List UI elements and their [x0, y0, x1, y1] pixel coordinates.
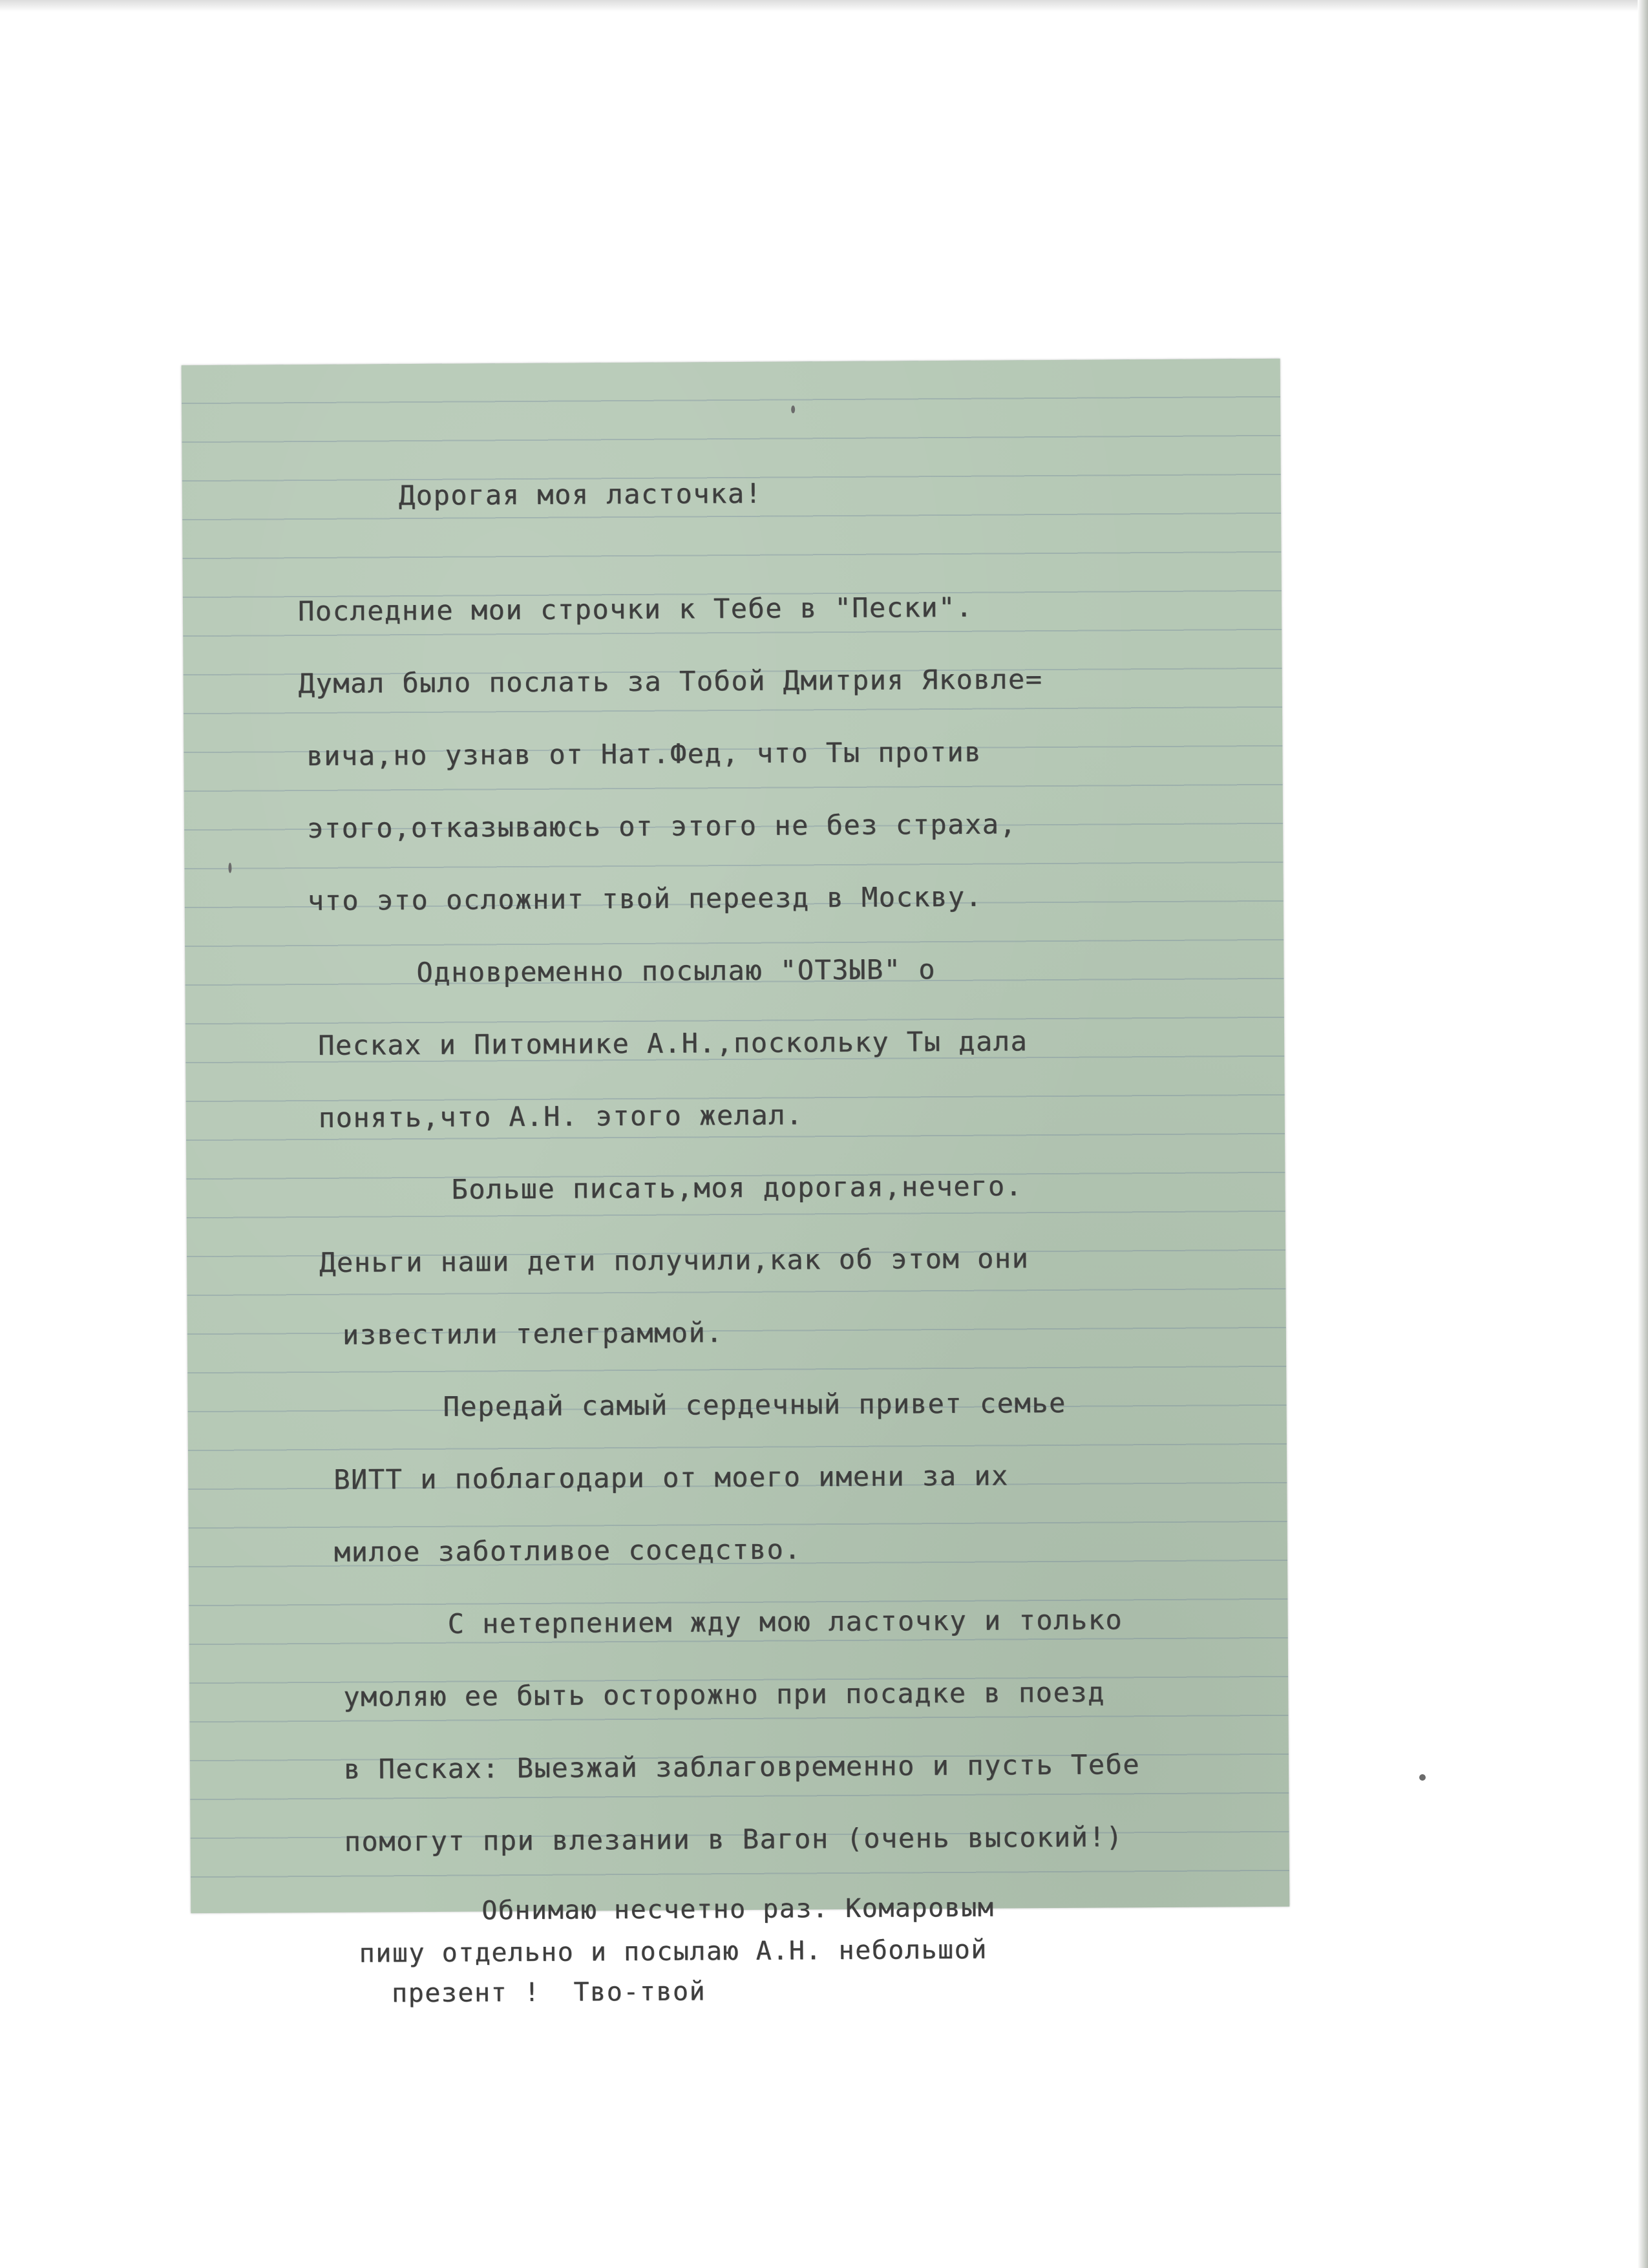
scan-border-right	[1638, 0, 1648, 2268]
letter-line: Передай самый сердечный привет семье	[443, 1386, 1066, 1423]
letter-line: помогут при влезании в Вагон (очень высокий!)	[344, 1821, 1124, 1858]
letter-line: в Песках: Выезжай заблаговременно и пусть Тебе	[343, 1748, 1141, 1785]
letter-line: известили телеграммой.	[342, 1317, 724, 1351]
letter-line: Обнимаю несчетно раз. Комаровым	[481, 1892, 995, 1926]
letter-line: Деньги наши дети получили,как об этом они	[319, 1242, 1030, 1278]
letter-signature: презент ! Тво-твой	[391, 1977, 706, 2009]
letter-line: С нетерпением жду мою ласточку и только	[447, 1604, 1123, 1640]
letter-line: умоляю ее быть осторожно при посадке в поезд	[343, 1676, 1106, 1713]
letter-line: пишу отдельно и посылаю А.Н. небольшой	[359, 1934, 988, 1969]
ink-speck	[791, 405, 795, 413]
ink-speck	[1419, 1774, 1426, 1781]
letter-line: Думал было послать за Тобой Дмитрия Яковле=	[298, 663, 1043, 700]
letter-sheet	[182, 359, 1290, 2009]
letter-line: понять,что А.Н. этого желал.	[318, 1099, 803, 1134]
letter-line: что это осложнит твой переезд в Москву.	[307, 880, 983, 917]
letter-line: этого,отказываюсь от этого не без страха,	[306, 808, 1017, 845]
letter-line: вича,но узнав от Нат.Фед, что Ты против	[306, 736, 982, 772]
letter-line: Одновременно посылаю "ОТЗЫВ" о	[416, 953, 936, 989]
letter-salutation: Дорогая моя ласточка!	[398, 477, 763, 512]
scan-border-top	[0, 0, 1648, 12]
letter-line: Песках и Питомнике А.Н.,поскольку Ты дала	[317, 1025, 1028, 1061]
letter-line: Последние мои строчки к Тебе в "Пески".	[297, 591, 973, 628]
letter-line: ВИТТ и поблагодари от моего имени за их	[333, 1459, 1009, 1496]
ink-speck	[228, 863, 231, 873]
letter-line: милое заботливое соседство.	[333, 1533, 802, 1568]
letter-line: Больше писать,моя дорогая,нечего.	[451, 1170, 1023, 1205]
